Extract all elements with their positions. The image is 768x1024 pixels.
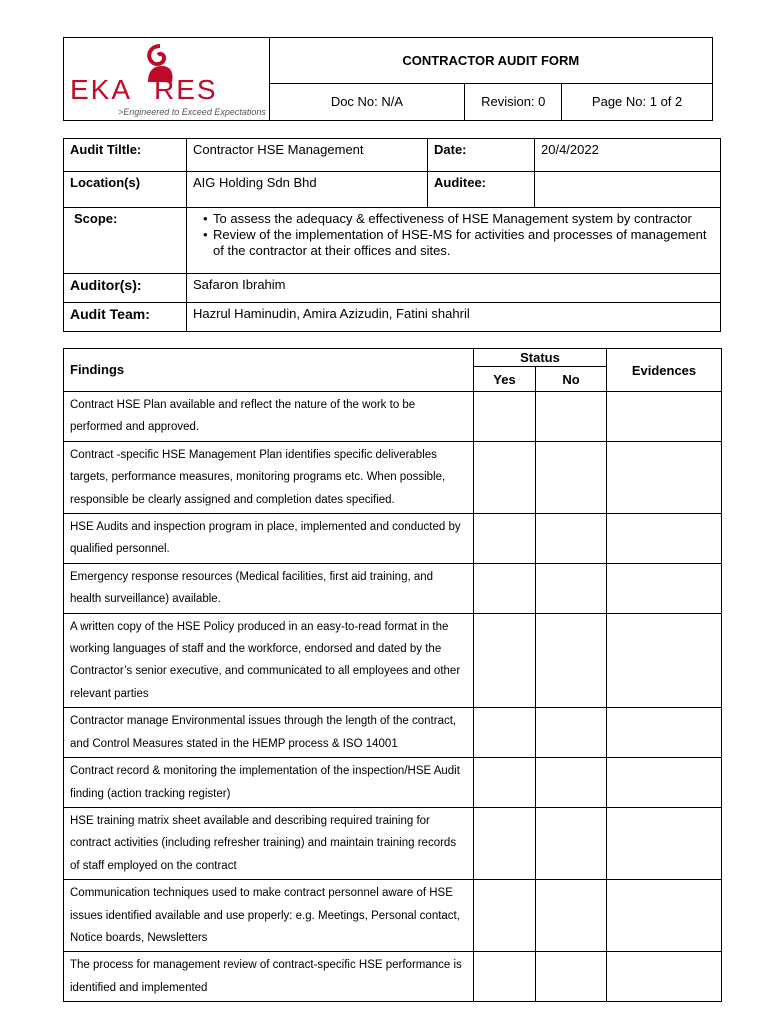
revision-number: Revision: 0 [465, 83, 562, 120]
no-cell[interactable] [536, 758, 607, 808]
finding-text: Emergency response resources (Medical facilities, first aid training, and health surveillance) available. [64, 563, 474, 613]
yes-cell[interactable] [474, 880, 536, 952]
auditors-label: Auditor(s): [64, 274, 187, 303]
no-cell[interactable] [536, 708, 607, 758]
yes-cell[interactable] [474, 392, 536, 442]
table-row [64, 952, 722, 1002]
location-label: Location(s) [64, 172, 187, 208]
logo-tagline: >Engineered to Exceed Expectations [118, 107, 266, 117]
table-row [64, 613, 722, 708]
no-cell[interactable] [536, 613, 607, 708]
yes-header: Yes [474, 367, 536, 392]
yes-cell[interactable] [474, 613, 536, 708]
scope-list [193, 211, 714, 259]
yes-cell[interactable] [474, 441, 536, 513]
evidence-cell[interactable] [607, 392, 722, 442]
evidence-cell[interactable] [607, 758, 722, 808]
doc-number: Doc No: N/A [269, 83, 465, 120]
scope-item: • To assess the adequacy & effectiveness of HSE Management system by contractor [203, 211, 714, 227]
form-header [63, 37, 713, 121]
evidence-cell[interactable] [607, 952, 722, 1002]
no-cell[interactable] [536, 563, 607, 613]
evidence-cell[interactable] [607, 880, 722, 952]
no-cell[interactable] [536, 952, 607, 1002]
evidence-cell[interactable] [607, 441, 722, 513]
scope-label: Scope: [64, 208, 187, 274]
finding-text: Contractor manage Environmental issues through the length of the contract, and Control Measures stated in the HEMP process & ISO 14001 [64, 708, 474, 758]
logo-cell [64, 38, 270, 121]
company-logo [68, 44, 264, 116]
date-label: Date: [428, 139, 535, 172]
no-header: No [536, 367, 607, 392]
no-cell[interactable] [536, 880, 607, 952]
findings-header: Findings [64, 349, 474, 392]
evidence-cell[interactable] [607, 708, 722, 758]
page-number: Page No: 1 of 2 [562, 83, 713, 120]
table-row [64, 441, 722, 513]
findings-table [63, 348, 722, 1002]
finding-text: Contract -specific HSE Management Plan identifies specific deliverables targets, performance measures, monitoring programs etc. When possible, responsible be clearly assigned and completion dates specified. [64, 441, 474, 513]
table-row [64, 514, 722, 564]
yes-cell[interactable] [474, 708, 536, 758]
table-row [64, 563, 722, 613]
evidences-header: Evidences [607, 349, 722, 392]
finding-text: A written copy of the HSE Policy produced in an easy-to-read format in the working languages of staff and the workforce, endorsed and dated by the Contractor’s senior executive, and communicated to all employees and other relevant parties [64, 613, 474, 708]
evidence-cell[interactable] [607, 514, 722, 564]
yes-cell[interactable] [474, 514, 536, 564]
auditee-value [535, 172, 721, 208]
audit-title-label: Audit Tiltle: [64, 139, 187, 172]
table-row [64, 392, 722, 442]
finding-text: Contract record & monitoring the implementation of the inspection/HSE Audit finding (action tracking register) [64, 758, 474, 808]
table-row [64, 708, 722, 758]
no-cell[interactable] [536, 441, 607, 513]
evidence-cell[interactable] [607, 613, 722, 708]
no-cell[interactable] [536, 807, 607, 879]
evidence-cell[interactable] [607, 807, 722, 879]
auditee-label: Auditee: [428, 172, 535, 208]
yes-cell[interactable] [474, 563, 536, 613]
date-value: 20/4/2022 [535, 139, 721, 172]
form-title: CONTRACTOR AUDIT FORM [269, 38, 712, 84]
yes-cell[interactable] [474, 758, 536, 808]
finding-text: HSE training matrix sheet available and describing required training for contract activities (including refresher training) and maintain training records of staff employed on the contract [64, 807, 474, 879]
no-cell[interactable] [536, 392, 607, 442]
table-row [64, 880, 722, 952]
finding-text: HSE Audits and inspection program in place, implemented and conducted by qualified personnel. [64, 514, 474, 564]
table-row [64, 807, 722, 879]
finding-text: The process for management review of contract-specific HSE performance is identified and implemented [64, 952, 474, 1002]
table-row [64, 758, 722, 808]
scope-item: • Review of the implementation of HSE-MS for activities and processes of management of the contractor at their offices and sites. [203, 227, 714, 259]
location-value: AIG Holding Sdn Bhd [187, 172, 428, 208]
finding-text: Contract HSE Plan available and reflect the nature of the work to be performed and approved. [64, 392, 474, 442]
evidence-cell[interactable] [607, 563, 722, 613]
audit-team-label: Audit Team: [64, 303, 187, 332]
audit-team-value: Hazrul Haminudin, Amira Azizudin, Fatini shahril [187, 303, 721, 332]
auditors-value: Safaron Ibrahim [187, 274, 721, 303]
logo-wordmark: EKA RES [70, 74, 218, 105]
no-cell[interactable] [536, 514, 607, 564]
audit-info-table [63, 138, 721, 332]
yes-cell[interactable] [474, 952, 536, 1002]
scope-value [187, 208, 721, 274]
status-header: Status [474, 349, 607, 367]
yes-cell[interactable] [474, 807, 536, 879]
finding-text: Communication techniques used to make contract personnel aware of HSE issues identified available and use properly: e.g. Meetings, Personal contact, Notice boards, Newsletters [64, 880, 474, 952]
audit-title-value: Contractor HSE Management [187, 139, 428, 172]
